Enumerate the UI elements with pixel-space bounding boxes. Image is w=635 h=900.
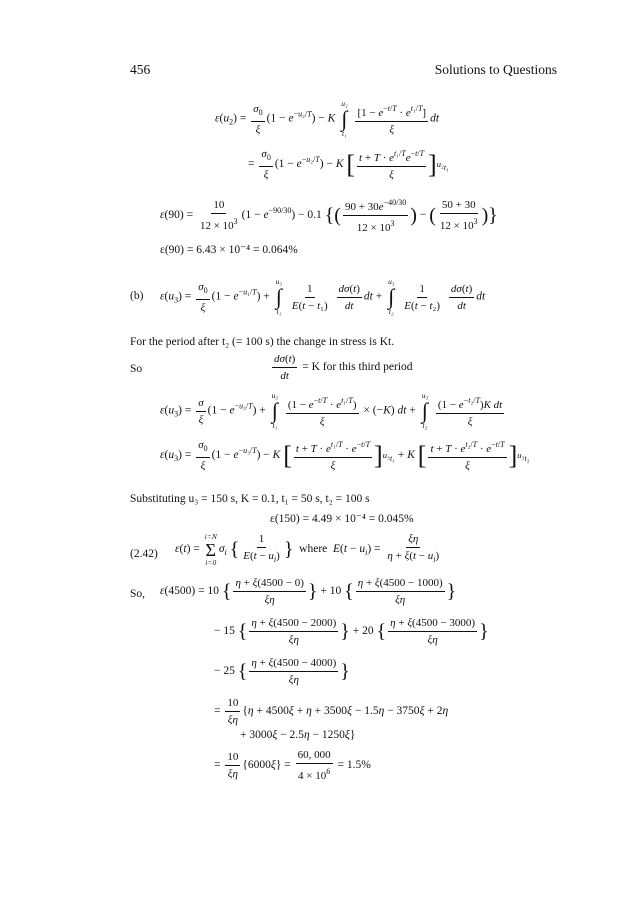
label-b: (b) [130, 290, 144, 302]
third-period-text: = K for this third period [302, 361, 413, 374]
equation-eps-90-result: ε(90) = 6.43 × 10⁻⁴ = 0.064% [160, 244, 298, 256]
running-title: Solutions to Questions [434, 62, 557, 77]
equation-eps-150: ε(150) = 4.49 × 10⁻⁴ = 0.045% [270, 513, 414, 525]
equation-eps-u2: $\varepsilon(u_2)$ = $\frac{\sigma_0}{\xi}$ $(1 - e^{-u_2/T}) - K$ u₂ ∫ t₁ $\frac{[1 - e^{-t/T} \cdot e^{t_1/T}]}{\xi}$ dt [215, 99, 440, 138]
equation-dsigma-dt: $\frac{d\sigma(t)}{dt}$ = K for this third period [274, 353, 413, 382]
where-text: where [299, 543, 328, 556]
equation-eps-u2-evaluated: = $\frac{\sigma_0}{\xi}$ $(1 - e^{-u_2/T}) - K$ [ $\frac{t + T \cdot e^{t_1/T}e^{-t/T}}{\xi}$ ]$u_2_{t_1}$ [248, 148, 449, 181]
equation-eps-4500-line1: ε(4500) = 10 { $\frac{\eta + \xi(4500 - 0)}{\xi\eta}$ } + 10 { $\frac{\eta + \xi(4500 - 1000)}{\xi\eta}$ } [160, 577, 457, 606]
page-number: 456 [130, 62, 151, 77]
equation-eps-4500-line2: − 15 { $\frac{\eta + \xi(4500 - 2000)}{\xi\eta}$ } + 20 { $\frac{\eta + \xi(4500 - 3000)}{\xi\eta}$ } [214, 617, 489, 646]
text-substituting: Substituting u₃ = 150 s, K = 0.1, t₁ = 50 s, t₂ = 100 s [130, 493, 370, 505]
equation-2-42: ε(t) = i=N Σ i=0 $\sigma_i$ { $\frac{1}{E(t - u_i)}$ } where $E(t - u_i)$ = $\frac{\xi\eta}{\eta + \xi(t - u_i)}$ [175, 531, 440, 567]
label-so: So [130, 363, 143, 375]
text-after-t2: For the period after t₂ (= 100 s) the change in stress is Kt. [130, 336, 395, 348]
label-so-comma: So, [130, 588, 146, 600]
equation-eps-u3-evaluated: $\varepsilon(u_3)$ = $\frac{\sigma_0}{\xi}$ $(1 - e^{-u_3/T}) - K$ [ $\frac{t + T \cdot e^{t_1/T} \cdot e^{-t/T}}{\xi}$ ]$u_3_{t_1} + K$ [ $\frac{t + T \cdot e^{t_2/T} \cdot e^{-t/T}}{\xi}$ ]$u_3_{t_2}$ [160, 439, 530, 472]
equation-eps-4500-line3: − 25 { $\frac{\eta + \xi(4500 - 4000)}{\xi\eta}$ } [214, 657, 350, 686]
label-2-42: (2.42) [130, 548, 158, 560]
final-result: = 1.5% [337, 759, 371, 772]
equation-eps-u3-integral: $\varepsilon(u_3)$ = $\frac{\sigma}{\xi}$ $(1 - e^{-u_3/T})$ + u₃ ∫ t₁ $\frac{(1 - e^{-t/T} \cdot e^{t_1/T})}{\xi}$ × (−K) dt + u₃ ∫ t₂ $\frac{(1 - e^{-t_2/T})K dt}{\xi}$ [160, 391, 503, 430]
equation-eps-4500-final: = $\frac{10}{\xi\eta}$ {6000ξ} = $\frac{60, 000}{4 \times 10^6}$ = 1.5% [214, 749, 371, 782]
equation-eps-4500-line4: = $\frac{10}{\xi\eta}$ {η + 4500ξ + η + 3500ξ − 1.5η − 3750ξ + 2η [214, 697, 449, 726]
equation-eps-4500-line5: + 3000ξ − 2.5η − 1250ξ} [240, 729, 356, 741]
equation-eps-90: ε(90) = $\frac{10}{12 \times 10^3}$ $(1 - e^{-90/30}) - 0.1$ {( $\frac{90 + 30e^{-40/30}}{12 \times 10^3}$ ) − ( $\frac{50 + 30}{12 \times 10^3}$ )} [160, 198, 498, 234]
equation-eps-u3: $\varepsilon(u_3)$ = $\frac{\sigma_0}{\xi}$ $(1 - e^{-u_1/T})$ + u₃ ∫ t₁ $\frac{1}{\text{E(t − t₁)}}$ $\frac{d\sigma(t)}{dt}$ dt + u₃ ∫ t₂ $\frac{1}{\text{E(t − t₂)}}$ $\frac{d\sigma(t)}{dt}$ dt [160, 277, 486, 316]
